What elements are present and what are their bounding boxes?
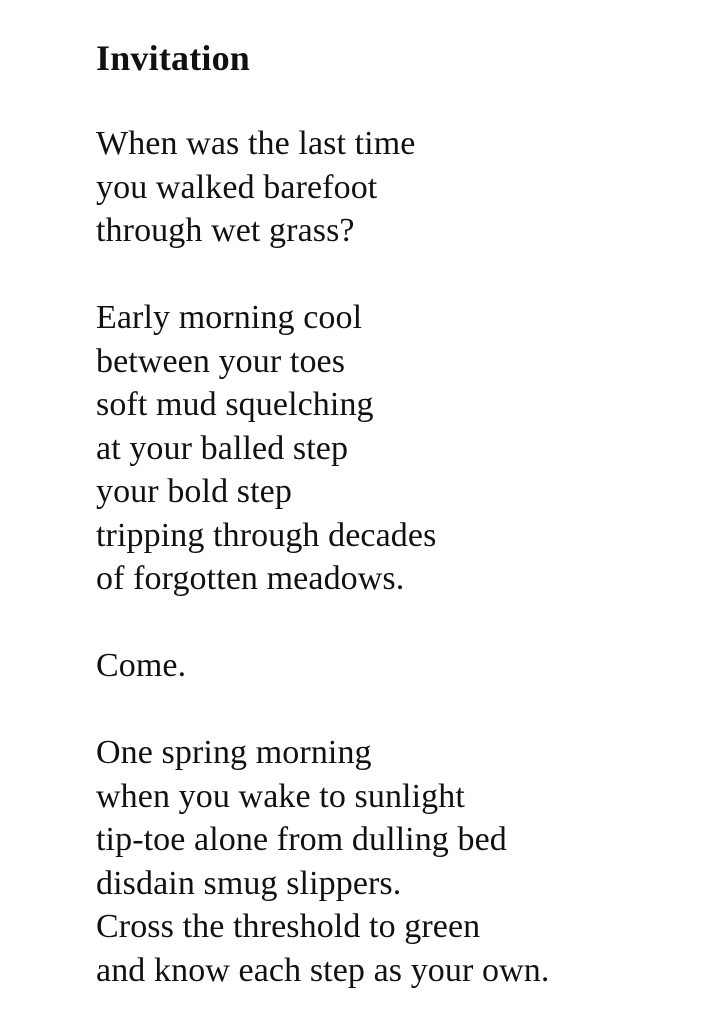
poem-line: and know each step as your own. bbox=[96, 951, 550, 989]
stanza-2 bbox=[96, 296, 696, 601]
stanza-1 bbox=[96, 122, 696, 253]
poem-line: you walked barefoot bbox=[96, 168, 378, 206]
poem-title: Invitation bbox=[96, 38, 251, 78]
poem-line: tip-toe alone from dulling bed bbox=[96, 821, 507, 858]
stanza-spacer bbox=[96, 253, 696, 297]
stanza-spacer bbox=[96, 688, 696, 732]
poem-line: when you wake to sunlight bbox=[96, 777, 465, 815]
poem-line: your bold step bbox=[96, 473, 292, 510]
stanza-3 bbox=[96, 644, 696, 688]
poem-line: Early morning cool bbox=[96, 299, 363, 336]
poem-line: tripping through decades bbox=[96, 516, 437, 554]
poem-line: Come. bbox=[96, 647, 187, 684]
poem-line: One spring morning bbox=[96, 734, 372, 771]
stanza-4 bbox=[96, 731, 696, 992]
poem-line: When was the last time bbox=[96, 125, 416, 162]
poem-line: of forgotten meadows. bbox=[96, 560, 405, 597]
poem-line: through wet grass? bbox=[96, 212, 355, 249]
poem-line: between your toes bbox=[96, 342, 346, 380]
poem-line: at your balled step bbox=[96, 429, 349, 467]
poem-line: disdain smug slippers. bbox=[96, 864, 402, 902]
title-spacer bbox=[96, 80, 696, 122]
stanza-spacer bbox=[96, 601, 696, 645]
poem-page bbox=[96, 36, 696, 992]
poem-line: soft mud squelching bbox=[96, 386, 374, 423]
poem-line: Cross the threshold to green bbox=[96, 908, 481, 945]
